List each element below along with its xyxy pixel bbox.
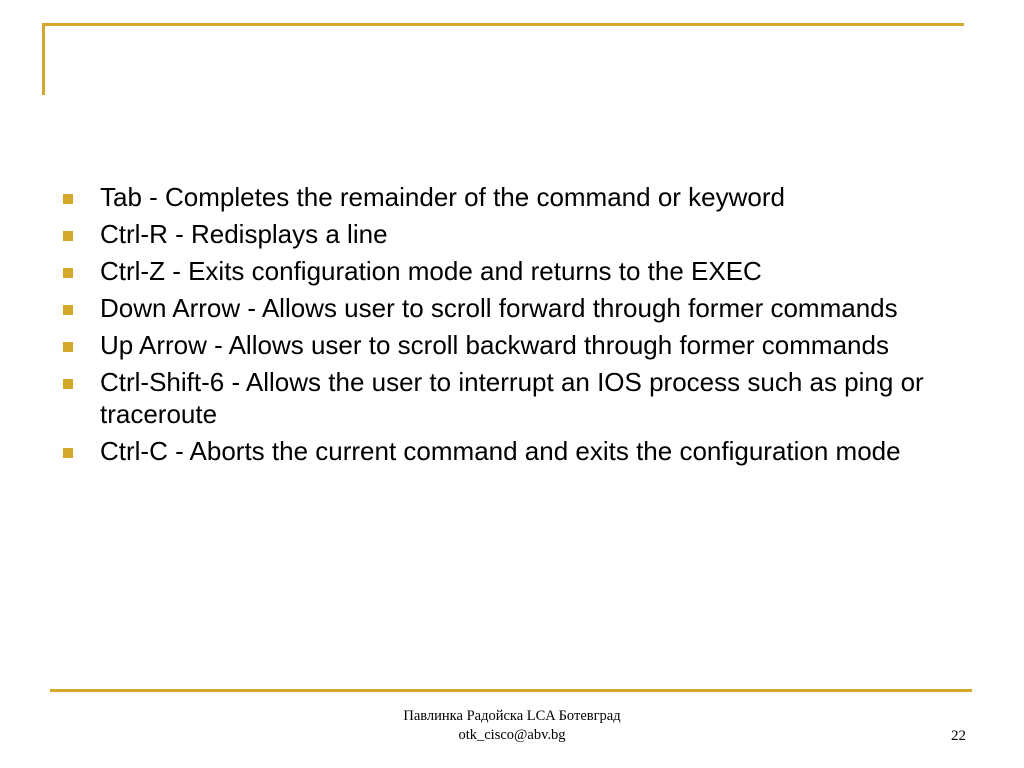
title-frame-top-line bbox=[42, 23, 964, 26]
bullet-text: Ctrl-C - Aborts the current command and exits the configuration mode bbox=[100, 435, 901, 466]
square-bullet-icon bbox=[63, 448, 73, 458]
footer-credit bbox=[312, 707, 712, 745]
bullet-item bbox=[62, 436, 962, 468]
square-bullet-icon bbox=[63, 342, 73, 352]
title-frame-left-line bbox=[42, 23, 45, 95]
bullet-text: Tab - Completes the remainder of the command or keyword bbox=[100, 182, 785, 212]
square-bullet-icon bbox=[63, 231, 73, 241]
footer-divider bbox=[50, 689, 972, 692]
square-bullet-icon bbox=[63, 305, 73, 315]
square-bullet-icon bbox=[63, 379, 73, 389]
bullet-text: Ctrl-R - Redisplays a line bbox=[100, 219, 388, 249]
footer-author: Павлинка Радойска LCA Ботевград bbox=[403, 708, 621, 724]
bullet-text: Ctrl-Shift-6 - Allows the user to interrupt an IOS process such as ping or traceroute bbox=[100, 367, 924, 429]
bullet-text: Ctrl-Z - Exits configuration mode and returns to the EXEC bbox=[100, 256, 762, 286]
bullet-list bbox=[62, 182, 962, 473]
bullet-item bbox=[62, 182, 962, 214]
square-bullet-icon bbox=[63, 268, 73, 278]
bullet-item bbox=[62, 219, 962, 251]
bullet-item bbox=[62, 330, 962, 362]
bullet-item bbox=[62, 293, 962, 325]
bullet-text: Up Arrow - Allows user to scroll backward through former commands bbox=[100, 330, 889, 360]
bullet-text: Down Arrow - Allows user to scroll forward through former commands bbox=[100, 293, 898, 323]
square-bullet-icon bbox=[63, 194, 73, 204]
bullet-item bbox=[62, 367, 962, 430]
footer-email: otk_cisco@abv.bg bbox=[458, 727, 566, 743]
bullet-item bbox=[62, 256, 962, 288]
page-number: 22 bbox=[951, 728, 966, 744]
